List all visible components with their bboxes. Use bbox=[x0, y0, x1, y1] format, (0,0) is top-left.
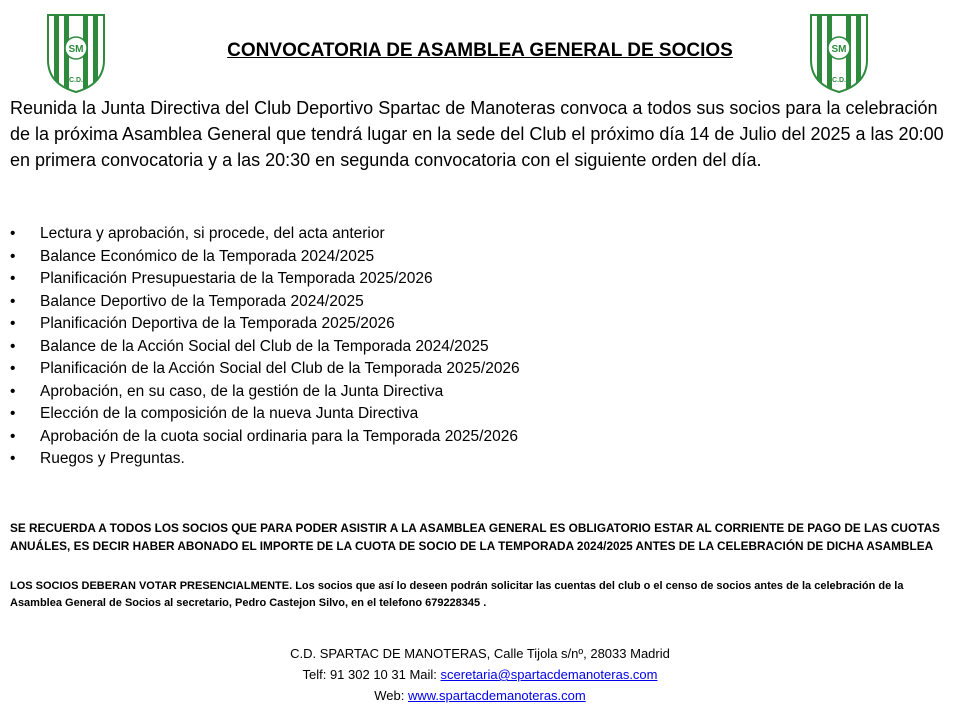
agenda-item: • Elección de la composición de la nueva Junta Directiva bbox=[10, 403, 950, 426]
agenda-item: • Lectura y aprobación, si procede, del acta anterior bbox=[10, 223, 950, 246]
agenda-item: • Balance Económico de la Temporada 2024/2025 bbox=[10, 246, 950, 269]
payment-notice: SE RECUERDA A TODOS LOS SOCIOS QUE PARA PODER ASISTIR A LA ASAMBLEA GENERAL ES OBLIGATORIO ESTAR AL CORRIENTE DE PAGO DE LAS CUOTAS ANUÁLES, ES DECIR HABER ABONADO EL IMPORTE DE LA CUOTA DE SOCIO DE LA TEMPORADA 2024/2025 ANTES DE LA CELEBRACIÓN DE DICHA ASAMBLEA bbox=[10, 521, 940, 553]
agenda-list bbox=[10, 223, 950, 471]
agenda-item: • Planificación Deportiva de la Temporada 2025/2026 bbox=[10, 313, 950, 336]
footer-address: C.D. SPARTAC DE MANOTERAS, Calle Tijola s/nº, 28033 Madrid bbox=[290, 646, 670, 661]
agenda-item: • Ruegos y Preguntas. bbox=[10, 448, 950, 471]
website-link[interactable]: www.spartacdemanoteras.com bbox=[407, 688, 586, 703]
voting-note: LOS SOCIOS DEBERAN VOTAR PRESENCIALMENTE. Los socios que así lo deseen podrán solicitar las cuentas del club o el censo de socios antes de la celebración de la Asamblea General de Socios al secretario, Pedro Castejon Silvo, en el telefono 679228345 . bbox=[10, 580, 904, 609]
agenda-item: • Aprobación, en su caso, de la gestión de la Junta Directiva bbox=[10, 381, 950, 404]
page-title bbox=[0, 40, 960, 62]
footer-web bbox=[0, 685, 960, 706]
logo-initials: C.D. bbox=[832, 77, 846, 84]
footer-web-label: Web: bbox=[374, 688, 408, 703]
footer-phone: Telf: 91 302 10 31 Mail: bbox=[302, 667, 441, 682]
agenda-item: • Planificación de la Acción Social del Club de la Temporada 2025/2026 bbox=[10, 358, 950, 381]
agenda-item: • Planificación Presupuestaria de la Temporada 2025/2026 bbox=[10, 268, 950, 291]
logo-letters: SM bbox=[68, 44, 84, 55]
logo-initials: C.D. bbox=[69, 77, 83, 84]
agenda-item: • Balance de la Acción Social del Club de la Temporada 2024/2025 bbox=[10, 336, 950, 359]
logo-letters: SM bbox=[831, 44, 847, 55]
title-text: CONVOCATORIA DE ASAMBLEA GENERAL DE SOCIOS bbox=[227, 40, 733, 61]
footer-contact bbox=[0, 664, 960, 685]
footer bbox=[0, 643, 960, 706]
agenda-item: • Balance Deportivo de la Temporada 2024/2025 bbox=[10, 291, 950, 314]
email-link[interactable]: sceretaria@spartacdemanoteras.com bbox=[440, 667, 658, 682]
agenda-item: • Aprobación de la cuota social ordinaria para la Temporada 2025/2026 bbox=[10, 426, 950, 449]
intro-paragraph: Reunida la Junta Directiva del Club Deportivo Spartac de Manoteras convoca a todos sus socios para la celebración de la próxima Asamblea General que tendrá lugar en la sede del Club el próximo día 14 de Julio del 2025 a las 20:00 en primera convocatoria y a las 20:30 en segunda convocatoria con el siguiente orden del día. bbox=[10, 98, 944, 170]
